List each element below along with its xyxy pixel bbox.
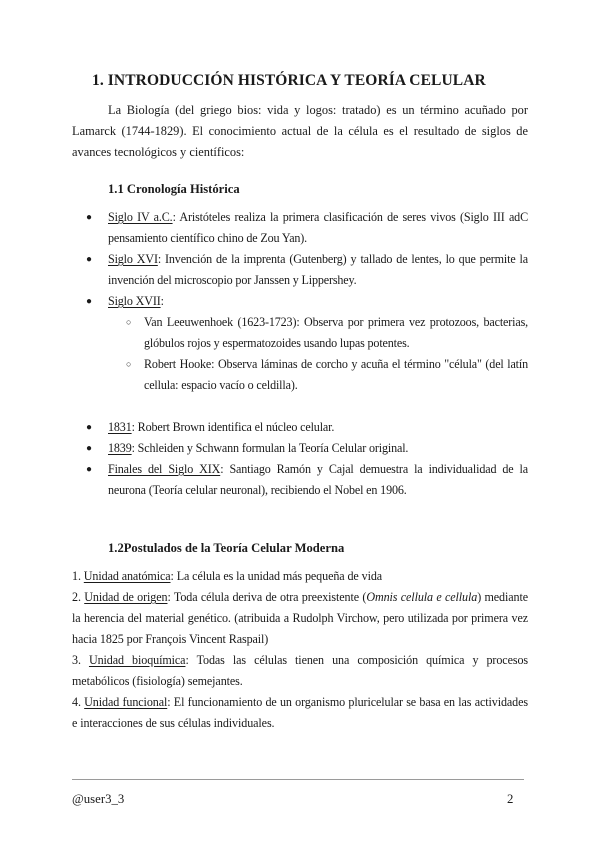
circle-bullet-icon: ○ [126,317,132,327]
list-item: Siglo IV a.C.: Aristóteles realiza la primera clasificación de seres vivos (Siglo III adC pensamiento científico chino de Zou Yan). [108,210,528,245]
intro-text: La Biología (del griego bios: vida y logos: tratado) es un término acuñado por Lamarck (1744-1829). El conocimiento actual de la célula es el resultado de siglos de avances tecnológicos y científicos: [72,103,528,159]
item-label: Siglo IV a.C. [108,210,173,224]
list-item: 1831: Robert Brown identifica el núcleo celular. [108,420,335,434]
footer-author: @user3_3 [72,792,125,806]
section-heading: 1. INTRODUCCIÓN HISTÓRICA Y TEORÍA CELULAR [92,72,486,89]
bullet-icon: ● [86,296,93,307]
postulate-item: 3. Unidad bioquímica: Todas las células tienen una composición química y procesos metabólicos (fisiología) semejantes. [72,653,528,688]
bullet-icon: ● [86,254,93,265]
item-label: 1831 [108,420,132,434]
circle-bullet-icon: ○ [126,359,132,369]
postulate-label: Unidad de origen [84,590,168,604]
postulate-label: Unidad bioquímica [88,653,186,667]
item-label: Siglo XVII [108,294,161,308]
subsection-title-postulates: 1.2Postulados de la Teoría Celular Moderna [108,541,345,555]
item-label: Finales del Siglo XIX [108,462,221,476]
item-label: Siglo XVI [108,252,158,266]
subsection-title-chronology: 1.1 Cronología Histórica [108,182,240,196]
list-subitem: Van Leeuwenhoek (1623-1723): Observa por primera vez protozoos, bacterias, glóbulos rojos y espermatozoides usando lupas potentes. [144,315,528,350]
bullet-icon: ● [86,212,93,223]
postulate-label: Unidad funcional [84,695,168,709]
list-item: Siglo XVII: [108,294,164,308]
intro-paragraph [72,100,528,163]
list-item: Siglo XVI: Invención de la imprenta (Gutenberg) y tallado de lentes, lo que permite la invención del microscopio por Janssen y Lippershey. [108,252,528,287]
list-subitem: Robert Hooke: Observa láminas de corcho y acuña el término "célula" (del latín cellula: espacio vacío o celdilla). [144,357,528,392]
list-item: 1839: Schleiden y Schwann formulan la Teoría Celular original. [108,441,409,455]
item-label: 1839 [108,441,132,455]
postulate-item: 1. Unidad anatómica: La célula es la unidad más pequeña de vida [72,569,383,583]
bullet-icon: ● [86,464,93,475]
bullet-icon: ● [86,422,93,433]
postulate-item: 4. Unidad funcional: El funcionamiento de un organismo pluricelular se basa en las actividades e interacciones de sus células individuales. [72,695,528,730]
footer-divider [72,779,524,780]
page-number: 2 [507,792,514,806]
postulate-item: 2. Unidad de origen: Toda célula deriva de otra preexistente (Omnis cellula e cellula) mediante la herencia del material genético. (atribuida a Rudolph Virchow, pero utilizada por primera vez hacia 1825 por François Vincent Raspail) [72,590,528,646]
list-item: Finales del Siglo XIX: Santiago Ramón y Cajal demuestra la individualidad de la neurona (Teoría celular neuronal), recibiendo el Nobel en 1906. [108,462,528,497]
bullet-icon: ● [86,443,93,454]
postulate-label: Unidad anatómica [83,569,171,583]
